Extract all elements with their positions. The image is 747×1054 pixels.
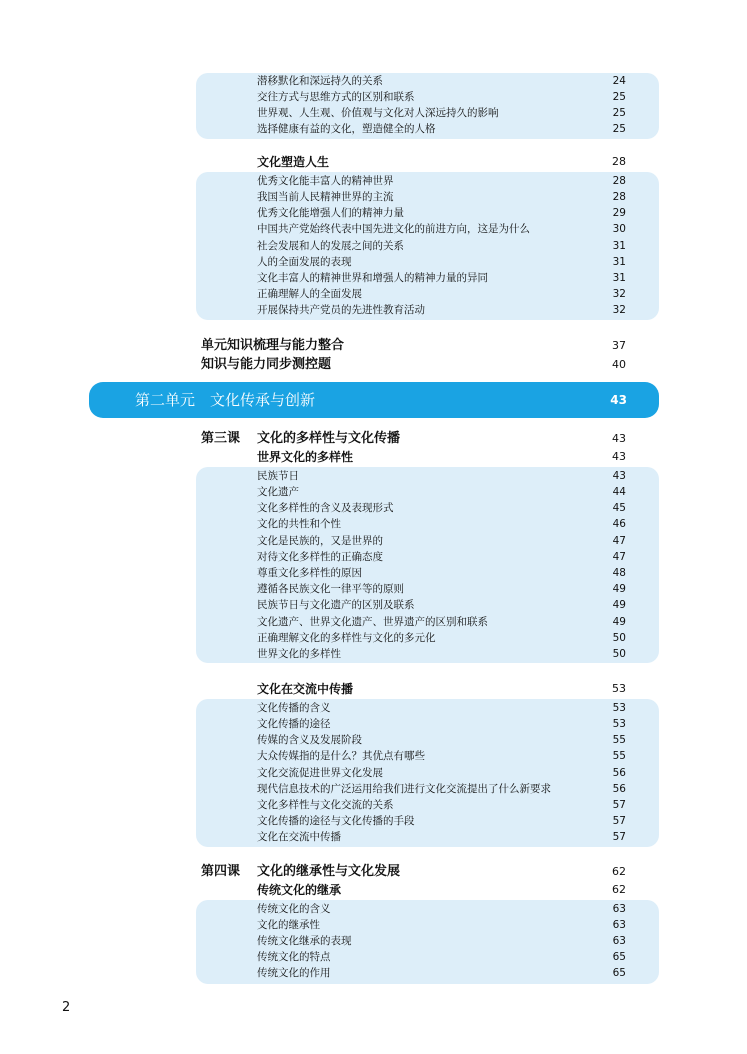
toc-entry[interactable]: 现代信息技术的广泛运用给我们进行文化交流提出了什么新要求 [257, 783, 551, 795]
toc-page-number: 31 [612, 256, 626, 268]
toc-entry[interactable]: 文化遗产 [257, 486, 299, 498]
toc-page-number: 63 [612, 903, 626, 915]
toc-page-number: 25 [612, 107, 626, 119]
toc-entry[interactable]: 世界观、人生观、价值观与文化对人深远持久的影响 [257, 107, 499, 119]
toc-page-number: 29 [612, 207, 626, 219]
toc-entry[interactable]: 传统文化的含义 [257, 903, 331, 915]
toc-page-number: 37 [612, 339, 626, 352]
toc-entry[interactable]: 文化的继承性 [257, 919, 320, 931]
toc-entry[interactable]: 对待文化多样性的正确态度 [257, 551, 383, 563]
toc-page-number: 43 [612, 450, 626, 463]
toc-page-number: 32 [612, 288, 626, 300]
toc-entry[interactable]: 传统文化的特点 [257, 951, 331, 963]
section-title[interactable]: 世界文化的多样性 [257, 450, 354, 464]
toc-page-number: 48 [612, 567, 626, 579]
toc-page-number: 31 [612, 272, 626, 284]
toc-page-number: 28 [612, 155, 626, 168]
toc-entry[interactable]: 传媒的含义及发展阶段 [257, 734, 362, 746]
toc-page-number: 43 [612, 470, 626, 482]
toc-entry[interactable]: 文化丰富人的精神世界和增强人的精神力量的异同 [257, 272, 488, 284]
toc-page-number: 63 [612, 935, 626, 947]
toc-entry[interactable]: 尊重文化多样性的原因 [257, 567, 362, 579]
toc-page-number: 62 [612, 883, 626, 896]
unit-heading-bar[interactable] [89, 382, 659, 418]
toc-page-number: 28 [612, 175, 626, 187]
toc-entry[interactable]: 民族节日 [257, 470, 299, 482]
toc-page-number: 49 [612, 599, 626, 611]
toc-entry[interactable]: 正确理解文化的多样性与文化的多元化 [257, 632, 436, 644]
toc-page-number: 31 [612, 240, 626, 252]
toc-page-number: 49 [612, 583, 626, 595]
toc-entry[interactable]: 社会发展和人的发展之间的关系 [257, 240, 404, 252]
toc-page-number: 57 [612, 799, 626, 811]
toc-entry[interactable]: 优秀文化能丰富人的精神世界 [257, 175, 394, 187]
toc-page-number: 62 [612, 865, 626, 878]
toc-page-number: 24 [612, 75, 626, 87]
toc-page-number: 53 [612, 718, 626, 730]
unit-test-entry[interactable]: 知识与能力同步测控题 [201, 357, 332, 372]
lesson-label: 第三课 [201, 431, 241, 446]
toc-page-number: 56 [612, 767, 626, 779]
toc-page-number: 65 [612, 951, 626, 963]
toc-page-number: 50 [612, 648, 626, 660]
toc-page-number: 49 [612, 616, 626, 628]
toc-page-number: 56 [612, 783, 626, 795]
lesson-title[interactable]: 文化的继承性与文化发展 [257, 864, 401, 879]
toc-entry[interactable]: 世界文化的多样性 [257, 648, 341, 660]
toc-page-number: 32 [612, 304, 626, 316]
toc-entry[interactable]: 中国共产党始终代表中国先进文化的前进方向，这是为什么 [257, 223, 530, 235]
toc-entry[interactable]: 文化传播的途径与文化传播的手段 [257, 815, 415, 827]
toc-page-number: 53 [612, 702, 626, 714]
page-number: 2 [62, 1000, 71, 1015]
toc-page-number: 50 [612, 632, 626, 644]
toc-entry[interactable]: 文化传播的途径 [257, 718, 331, 730]
toc-entry[interactable]: 文化在交流中传播 [257, 831, 341, 843]
toc-page-number: 46 [612, 518, 626, 530]
toc-page-number: 25 [612, 91, 626, 103]
toc-entry[interactable]: 潜移默化和深远持久的关系 [257, 75, 383, 87]
toc-entry[interactable]: 传统文化继承的表现 [257, 935, 352, 947]
unit-review-entry[interactable]: 单元知识梳理与能力整合 [201, 338, 345, 353]
toc-entry[interactable]: 选择健康有益的文化，塑造健全的人格 [257, 123, 436, 135]
unit-title: 第二单元 文化传承与创新 [135, 391, 316, 409]
unit-page-number: 43 [610, 393, 627, 407]
toc-entry[interactable]: 文化传播的含义 [257, 702, 331, 714]
toc-page-number: 30 [612, 223, 626, 235]
toc-page-number: 45 [612, 502, 626, 514]
toc-entry[interactable]: 我国当前人民精神世界的主流 [257, 191, 394, 203]
toc-page-number: 65 [612, 967, 626, 979]
toc-page-number: 44 [612, 486, 626, 498]
toc-page-number: 25 [612, 123, 626, 135]
toc-page-number: 57 [612, 815, 626, 827]
toc-page-number: 55 [612, 734, 626, 746]
toc-page-number: 47 [612, 551, 626, 563]
lesson-label: 第四课 [201, 864, 241, 879]
toc-entry[interactable]: 文化的共性和个性 [257, 518, 341, 530]
toc-entry[interactable]: 文化多样性与文化交流的关系 [257, 799, 394, 811]
toc-entry[interactable]: 遵循各民族文化一律平等的原则 [257, 583, 404, 595]
toc-entry[interactable]: 正确理解人的全面发展 [257, 288, 362, 300]
toc-entry[interactable]: 开展保持共产党员的先进性教育活动 [257, 304, 425, 316]
toc-page-number: 55 [612, 750, 626, 762]
toc-entry[interactable]: 交往方式与思维方式的区别和联系 [257, 91, 415, 103]
section-title[interactable]: 文化塑造人生 [257, 155, 330, 169]
toc-page-number: 47 [612, 535, 626, 547]
toc-entry[interactable]: 优秀文化能增强人们的精神力量 [257, 207, 404, 219]
section-title[interactable]: 文化在交流中传播 [257, 682, 354, 696]
toc-entry[interactable]: 民族节日与文化遗产的区别及联系 [257, 599, 415, 611]
toc-entry[interactable]: 文化遗产、世界文化遗产、世界遗产的区别和联系 [257, 616, 488, 628]
lesson-title[interactable]: 文化的多样性与文化传播 [257, 431, 401, 446]
toc-entry[interactable]: 文化是民族的，又是世界的 [257, 535, 383, 547]
toc-page-number: 63 [612, 919, 626, 931]
toc-page-number: 53 [612, 682, 626, 695]
toc-page-number: 57 [612, 831, 626, 843]
toc-entry[interactable]: 传统文化的作用 [257, 967, 331, 979]
toc-entry[interactable]: 大众传媒指的是什么？其优点有哪些 [257, 750, 425, 762]
section-title[interactable]: 传统文化的继承 [257, 883, 342, 897]
toc-entry[interactable]: 文化多样性的含义及表现形式 [257, 502, 394, 514]
toc-entry[interactable]: 文化交流促进世界文化发展 [257, 767, 383, 779]
toc-page-number: 40 [612, 358, 626, 371]
toc-entry[interactable]: 人的全面发展的表现 [257, 256, 352, 268]
toc-page-number: 43 [612, 432, 626, 445]
toc-page-number: 28 [612, 191, 626, 203]
